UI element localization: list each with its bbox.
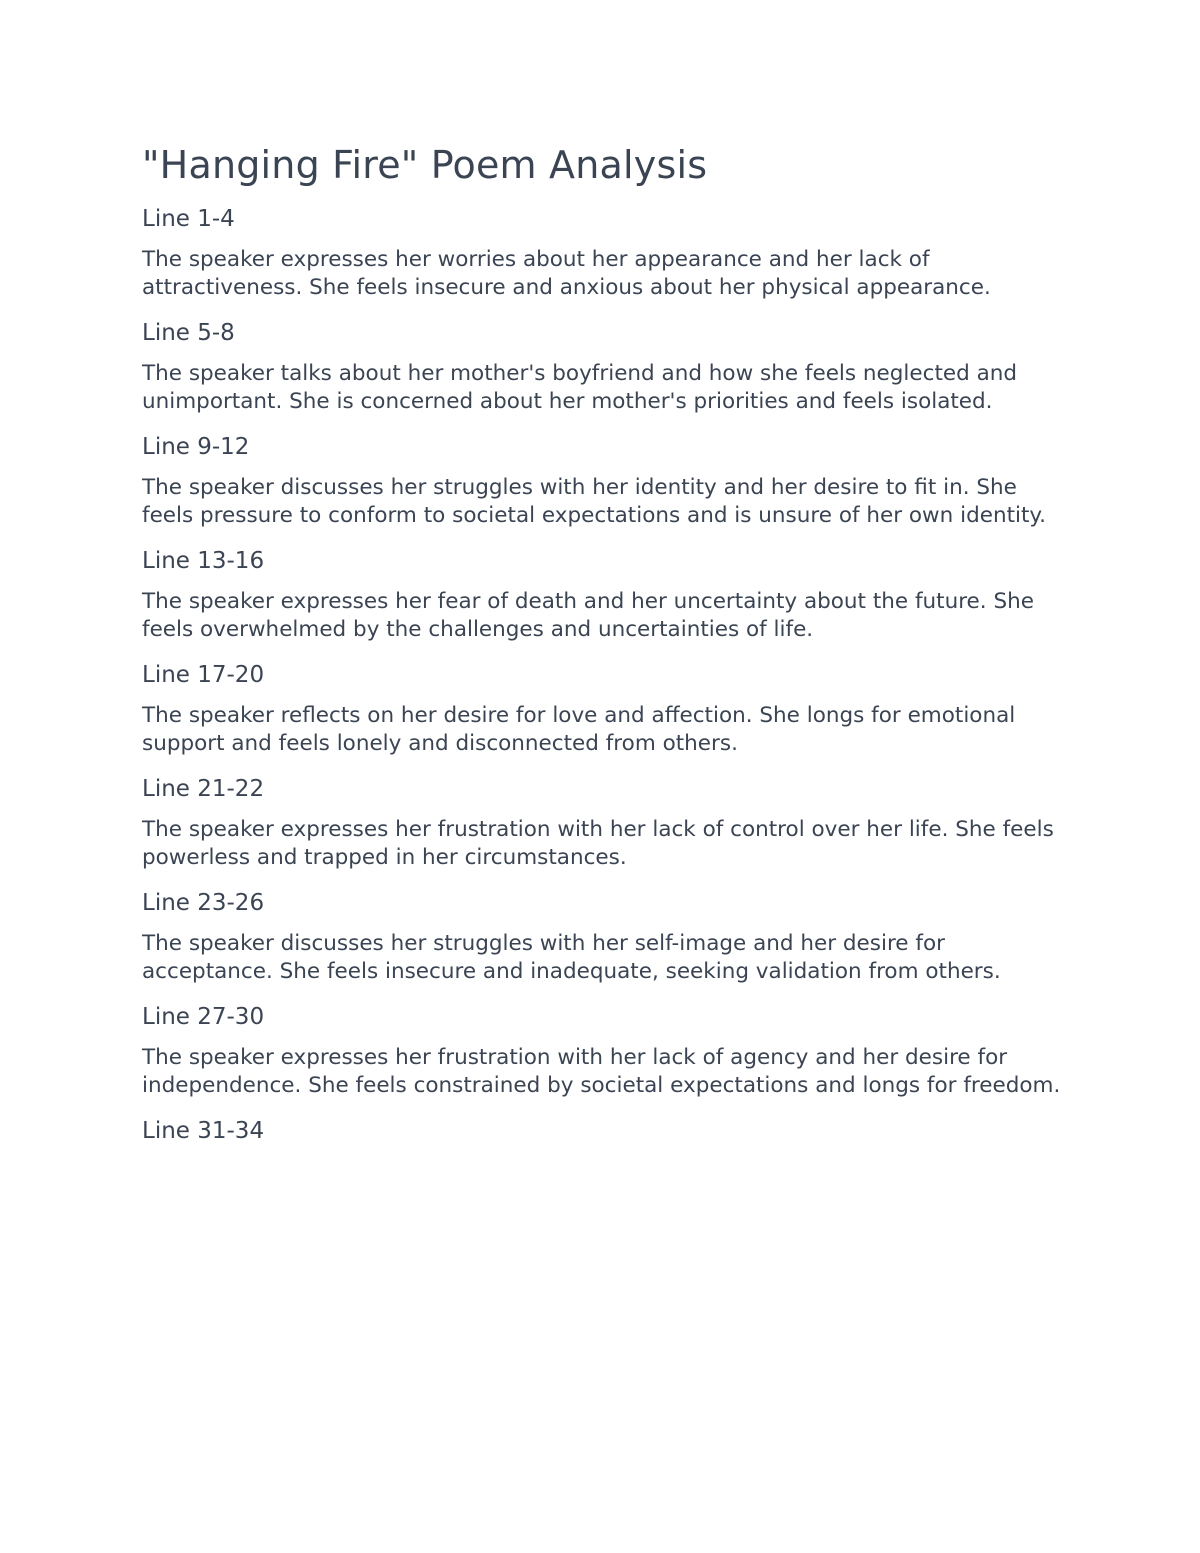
section-heading: Line 17-20 <box>142 662 265 688</box>
section-heading: Line 31-34 <box>142 1118 265 1144</box>
section-body: The speaker discusses her struggles with her identity and her desire to fit in. She feels pressure to conform to societal expectations and is unsure of her own identity. <box>142 475 1046 528</box>
section-heading: Line 13-16 <box>142 548 265 574</box>
section-heading: Line 27-30 <box>142 1004 265 1030</box>
section-body: The speaker expresses her worries about her appearance and her lack of attractiveness. She feels insecure and anxious about her physical appearance. <box>142 247 991 300</box>
section-1 <box>142 205 1062 301</box>
section-4 <box>142 547 1062 643</box>
section-5 <box>142 661 1062 757</box>
section-7 <box>142 889 1062 985</box>
section-heading: Line 23-26 <box>142 890 265 916</box>
section-heading: Line 1-4 <box>142 206 235 232</box>
section-heading: Line 9-12 <box>142 434 250 460</box>
section-heading: Line 5-8 <box>142 320 235 346</box>
section-2 <box>142 319 1062 415</box>
section-body: The speaker talks about her mother's boyfriend and how she feels neglected and unimportant. She is concerned about her mother's priorities and feels isolated. <box>142 361 1018 414</box>
document-title: "Hanging Fire" Poem Analysis <box>142 143 708 187</box>
document-page <box>142 142 1062 1158</box>
section-body: The speaker reflects on her desire for love and affection. She longs for emotional support and feels lonely and disconnected from others. <box>142 703 1016 756</box>
section-body: The speaker discusses her struggles with her self-image and her desire for acceptance. She feels insecure and inadequate, seeking validation from others. <box>142 931 1001 984</box>
section-8 <box>142 1003 1062 1099</box>
section-9 <box>142 1117 1062 1145</box>
section-3 <box>142 433 1062 529</box>
section-heading: Line 21-22 <box>142 776 265 802</box>
section-body: The speaker expresses her frustration with her lack of agency and her desire for independence. She feels constrained by societal expectations and longs for freedom. <box>142 1045 1061 1098</box>
section-body: The speaker expresses her fear of death and her uncertainty about the future. She feels overwhelmed by the challenges and uncertainties of life. <box>142 589 1034 642</box>
section-6 <box>142 775 1062 871</box>
section-body: The speaker expresses her frustration with her lack of control over her life. She feels powerless and trapped in her circumstances. <box>142 817 1054 870</box>
